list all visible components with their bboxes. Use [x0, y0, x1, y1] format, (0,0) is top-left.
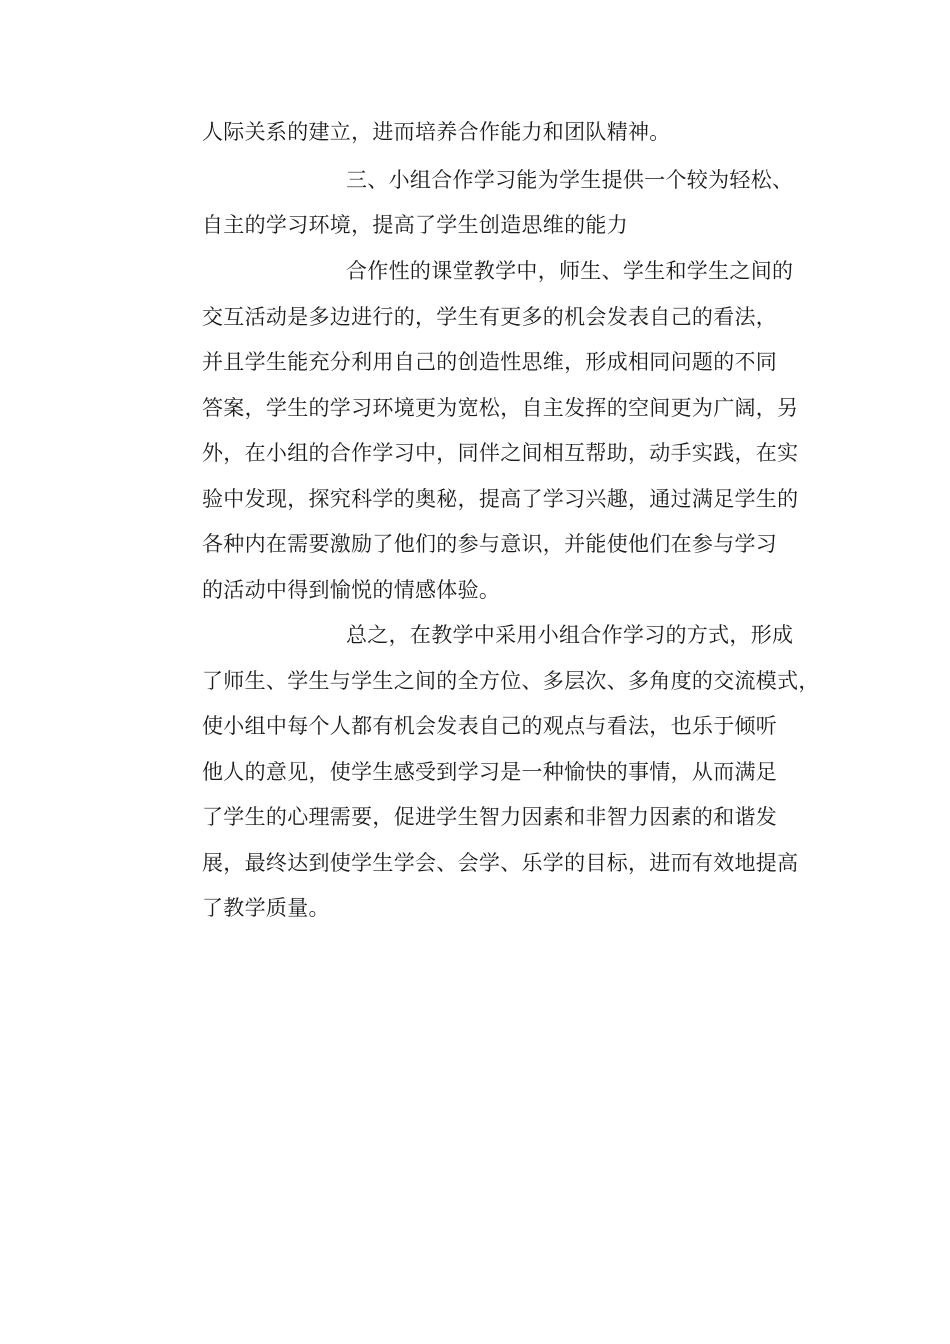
paragraph-line: 答案，学生的学习环境更为宽松，自主发挥的空间更为广阔，另: [202, 396, 799, 420]
paragraph-line: 验中发现，探究科学的奥秘，提高了学习兴趣，通过满足学生的: [202, 487, 799, 511]
paragraph-line: 了师生、学生与学生之间的全方位、多层次、多角度的交流模式，: [202, 669, 820, 693]
paragraph-line: 展，最终达到使学生学会、会学、乐学的目标，进而有效地提高: [202, 851, 799, 875]
paragraph-line: 合作性的课堂教学中，师生、学生和学生之间的: [346, 259, 794, 283]
paragraph-line: 他人的意见，使学生感受到学习是一种愉快的事情，从而满足: [202, 760, 778, 784]
paragraph-line: 外，在小组的合作学习中，同伴之间相互帮助，动手实践，在实: [202, 441, 799, 465]
paragraph-line: 使小组中每个人都有机会发表自己的观点与看法，也乐于倾听: [202, 714, 778, 738]
paragraph-line: 交互活动是多边进行的，学生有更多的机会发表自己的看法，: [202, 305, 778, 329]
paragraph-line: 总之，在教学中采用小组合作学习的方式，形成: [346, 623, 794, 647]
paragraph-line: 并且学生能充分利用自己的创造性思维，形成相同问题的不同: [202, 350, 778, 374]
paragraph-line: 人际关系的建立，进而培养合作能力和团队精神。: [202, 120, 671, 144]
section-heading-line: 自主的学习环境，提高了学生创造思维的能力: [202, 213, 628, 237]
section-heading-line: 三、小组合作学习能为学生提供一个较为轻松、: [346, 168, 794, 192]
paragraph-line: 了教学质量。: [202, 896, 330, 920]
paragraph-line: 各种内在需要激励了他们的参与意识，并能使他们在参与学习: [202, 532, 778, 556]
paragraph-line: 的活动中得到愉悦的情感体验。: [202, 578, 501, 602]
paragraph-line: 了学生的心理需要，促进学生智力因素和非智力因素的和谐发: [202, 805, 778, 829]
